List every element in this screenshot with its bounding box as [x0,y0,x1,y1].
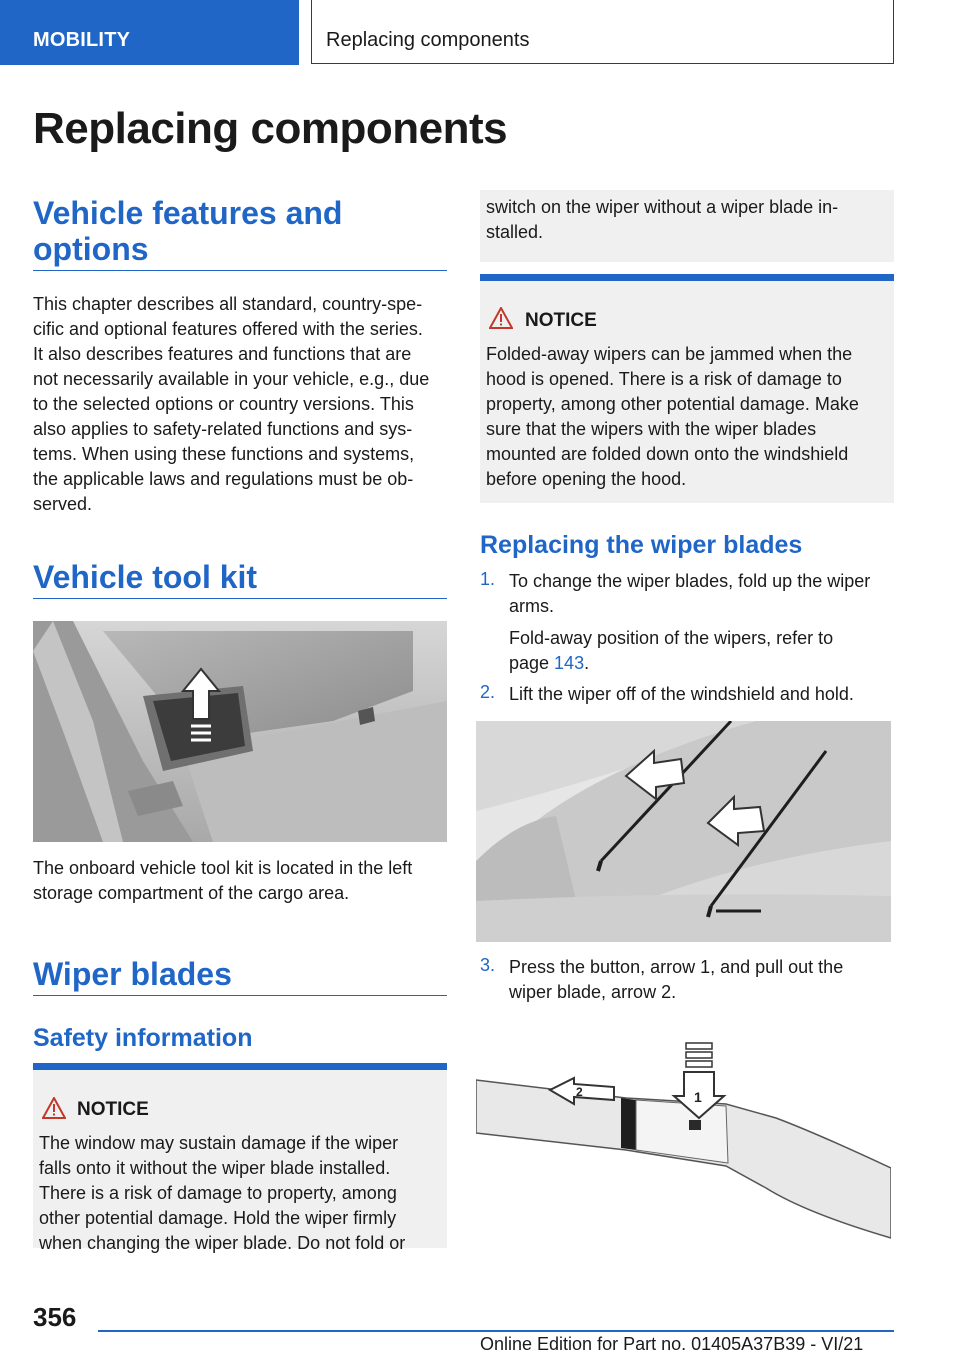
notice-label: NOTICE [77,1099,149,1120]
page-prefix: page [509,653,555,673]
text-line: switch on the wiper without a wiper blade in- [486,197,839,217]
tool-kit-image [33,621,447,842]
text-line: The onboard vehicle tool kit is located in the left [33,858,413,878]
replacing-wiper-blades-heading: Replacing the wiper blades [480,531,803,559]
step-number: 3. [480,955,496,975]
footer-edition: Online Edition for Part no. 01405A37B39 - VI/21 [480,1334,864,1354]
notice-box [33,1063,447,1253]
text-line: served. [33,494,93,514]
section-rule [33,995,447,996]
notice-text [486,342,859,492]
text-line: other potential damage. Hold the wiper firmly [39,1208,397,1228]
step-text [509,955,899,1005]
text-line: also applies to safety-related functions and sys- [33,419,413,439]
text-line: This chapter describes all standard, country-spe- [33,294,423,314]
text-line: To change the wiper blades, fold up the wiper [509,571,871,591]
vehicle-features-text [33,292,453,517]
text-line: cific and optional features offered with the series. [33,319,423,339]
page-title: Replacing components [33,104,508,153]
step-number: 1. [480,569,496,589]
page-reference [509,651,899,676]
vehicle-features-heading-line2: options [33,231,149,267]
text-line: The window may sustain damage if the wiper [39,1133,399,1153]
text-line: mounted are folded down onto the windshield [486,444,849,464]
text-line: hood is opened. There is a risk of damage to [486,369,842,389]
section-rule [33,598,447,599]
page-link[interactable]: 143 [554,653,585,673]
warning-triangle-icon [489,307,513,329]
text-line: stalled. [486,222,544,242]
text-line: property, among other potential damage. Make [486,394,859,414]
section-rule [33,270,447,271]
text-line: arms. [509,596,554,616]
page-suffix: . [584,653,590,673]
tool-kit-heading: Vehicle tool kit [33,559,258,595]
footer-rule [98,1330,894,1332]
vehicle-features-heading-line1: Vehicle features and [33,195,343,231]
text-line: storage compartment of the cargo area. [33,883,350,903]
text-line: Folded-away wipers can be jammed when the [486,344,853,364]
notice-label: NOTICE [525,310,597,331]
wiper-blades-heading: Wiper blades [33,956,232,992]
text-line: when changing the wiper blade. Do not fold or [39,1233,406,1253]
wiper-arms-image [476,721,891,942]
arrow-label-2: 2 [576,1085,583,1099]
tool-kit-text [33,856,453,906]
text-line: Fold-away position of the wipers, refer to [509,628,834,648]
text-line: sure that the wipers with the wiper blades [486,419,817,439]
text-line: There is a risk of damage to property, among [39,1183,397,1203]
text-line: to the selected options or country versions. This [33,394,414,414]
text-line: wiper blade, arrow 2. [509,982,677,1002]
notice-box [480,274,894,503]
notice-continued-box [480,190,894,262]
text-line: falls onto it without the wiper blade installed. [39,1158,391,1178]
text-line: tems. When using these functions and systems, [33,444,415,464]
warning-triangle-icon [42,1097,66,1119]
page-number: 356 [33,1302,77,1332]
arrow-label-1: 1 [694,1089,702,1105]
text-line: before opening the hood. [486,469,687,489]
step-text: Lift the wiper off of the windshield and hold. [509,684,854,704]
step-text [509,569,899,676]
text-line: Press the button, arrow 1, and pull out the [509,957,844,977]
topic-label: Replacing components [326,29,530,51]
safety-information-heading: Safety information [33,1024,253,1052]
wiper-blade-release-image [476,1038,891,1242]
text-line: It also describes features and functions that are [33,344,412,364]
notice-continued-text [486,195,838,245]
text-line: not necessarily available in your vehicle, e.g., due [33,369,430,389]
chapter-label: MOBILITY [33,29,131,51]
notice-text [39,1131,405,1256]
step-number: 2. [480,682,496,702]
text-line: the applicable laws and regulations must be ob- [33,469,414,489]
vehicle-features-heading [33,195,342,267]
